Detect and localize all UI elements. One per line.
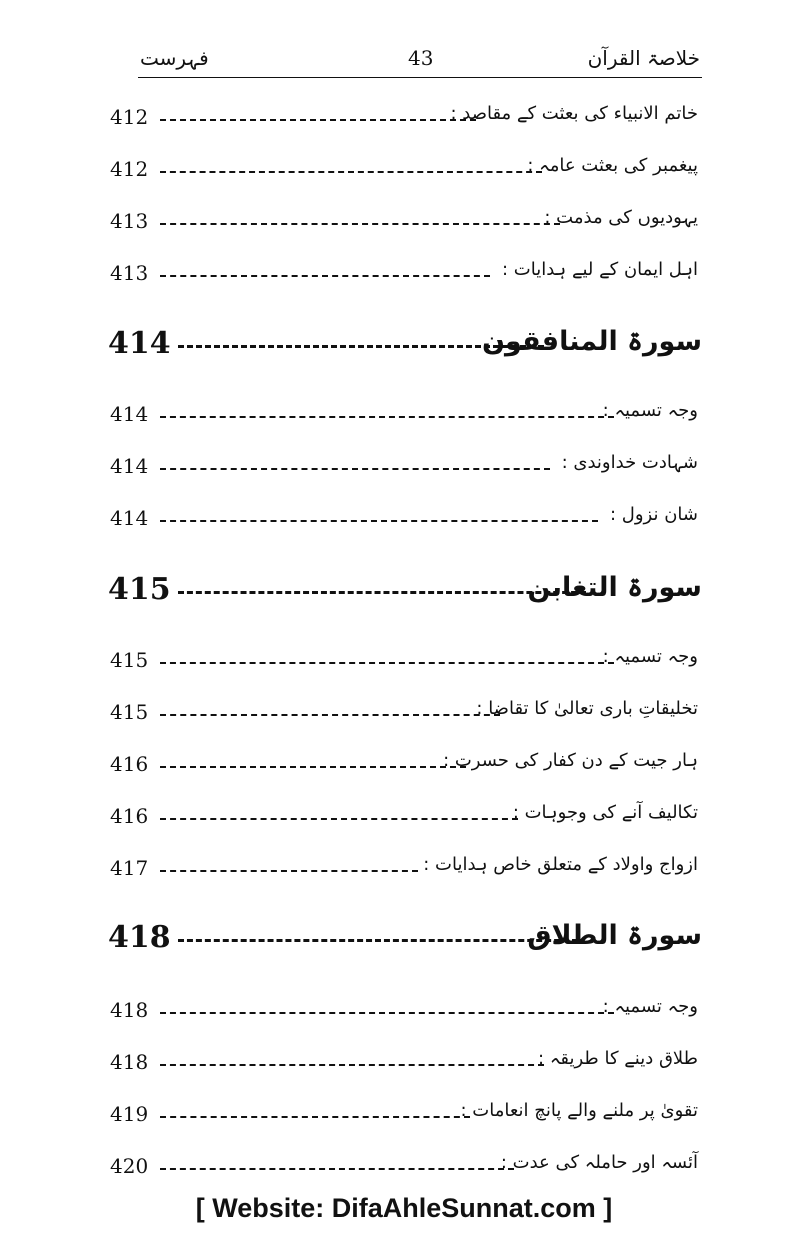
toc-page-number: 416 bbox=[110, 804, 149, 828]
surah-heading bbox=[108, 918, 702, 962]
leader-dashes bbox=[160, 468, 550, 470]
book-title: خلاصۃ القرآن bbox=[587, 46, 700, 70]
toc-entry bbox=[108, 644, 698, 676]
leader-dashes bbox=[160, 1116, 470, 1118]
page-number: 43 bbox=[408, 46, 434, 70]
toc-label: شان نزول : bbox=[609, 504, 698, 525]
toc-page-number: 414 bbox=[110, 506, 149, 530]
toc-page-number: 413 bbox=[110, 209, 149, 233]
surah-page-number: 415 bbox=[108, 572, 171, 607]
toc-entry bbox=[108, 502, 698, 534]
toc-page-number: 412 bbox=[110, 105, 149, 129]
toc-page-number: 417 bbox=[110, 856, 149, 880]
toc-entry bbox=[108, 1150, 698, 1182]
toc-entry bbox=[108, 1098, 698, 1130]
toc-page-number: 418 bbox=[110, 1050, 149, 1074]
surah-title: سورۃ التغابن bbox=[527, 572, 702, 603]
toc-label: ازواج واولاد کے متعلق خاص ہدایات : bbox=[423, 854, 698, 875]
toc-label: وجہ تسمیہ : bbox=[602, 646, 698, 667]
toc-entry bbox=[108, 748, 698, 780]
toc-label: خاتم الانبیاء کی بعثت کے مقاصد : bbox=[450, 103, 698, 124]
toc-entry bbox=[108, 398, 698, 430]
section-title: فہرست bbox=[140, 46, 209, 70]
header-rule bbox=[138, 77, 702, 78]
toc-entry bbox=[108, 800, 698, 832]
toc-page-number: 418 bbox=[110, 998, 149, 1022]
surah-heading bbox=[108, 570, 702, 614]
toc-label: اہل ایمان کے لیے ہدایات : bbox=[502, 259, 698, 280]
leader-dashes bbox=[160, 766, 466, 768]
toc-page-number: 414 bbox=[110, 454, 149, 478]
leader-dashes bbox=[178, 939, 578, 942]
website-footer: [ Website: DifaAhleSunnat.com ] bbox=[195, 1193, 613, 1223]
toc-label: آئسہ اور حاملہ کی عدت : bbox=[500, 1152, 698, 1173]
surah-page-number: 418 bbox=[108, 920, 171, 955]
toc-label: وجہ تسمیہ : bbox=[602, 996, 698, 1017]
leader-dashes bbox=[178, 591, 586, 594]
toc-label: تقویٰ پر ملنے والے پانچ انعامات : bbox=[460, 1100, 698, 1121]
leader-dashes bbox=[160, 714, 500, 716]
leader-dashes bbox=[160, 1064, 544, 1066]
toc-entry bbox=[108, 994, 698, 1026]
toc-label: ہار جیت کے دن کفار کی حسرت : bbox=[443, 750, 698, 771]
toc-page-number: 413 bbox=[110, 261, 149, 285]
leader-dashes bbox=[160, 1168, 514, 1170]
leader-dashes bbox=[160, 119, 476, 121]
toc-page-number: 420 bbox=[110, 1154, 149, 1178]
surah-heading bbox=[108, 324, 702, 368]
surah-page-number: 414 bbox=[108, 326, 171, 361]
toc-page-number: 415 bbox=[110, 648, 149, 672]
leader-dashes bbox=[160, 275, 490, 277]
leader-dashes bbox=[160, 223, 560, 225]
page-header bbox=[138, 44, 702, 78]
toc-label: یہودیوں کی مذمت : bbox=[544, 207, 698, 228]
toc-page-number: 414 bbox=[110, 402, 149, 426]
toc-page-number: 412 bbox=[110, 157, 149, 181]
toc-entry bbox=[108, 1046, 698, 1078]
toc-entry bbox=[108, 101, 698, 133]
leader-dashes bbox=[160, 870, 418, 872]
leader-dashes bbox=[160, 818, 518, 820]
toc-entry bbox=[108, 852, 698, 884]
toc-entry bbox=[108, 257, 698, 289]
toc-label: پیغمبر کی بعثت عامہ : bbox=[527, 155, 698, 176]
toc-page-number: 416 bbox=[110, 752, 149, 776]
leader-dashes bbox=[160, 416, 614, 418]
leader-dashes bbox=[160, 520, 598, 522]
leader-dashes bbox=[160, 171, 542, 173]
surah-title: سورۃ الطلاق bbox=[527, 920, 702, 951]
toc-entry bbox=[108, 205, 698, 237]
toc-entry bbox=[108, 153, 698, 185]
toc-label: تخلیقاتِ باری تعالیٰ کا تقاضا : bbox=[476, 698, 698, 719]
leader-dashes bbox=[160, 662, 614, 664]
toc-label: وجہ تسمیہ : bbox=[602, 400, 698, 421]
surah-title: سورۃ المنافقون bbox=[482, 326, 702, 357]
leader-dashes bbox=[160, 1012, 614, 1014]
toc-page-number: 419 bbox=[110, 1102, 149, 1126]
toc-entry bbox=[108, 696, 698, 728]
toc-entry bbox=[108, 450, 698, 482]
toc-label: تکالیف آنے کی وجوہات : bbox=[512, 802, 698, 823]
toc-label: شہادت خداوندی : bbox=[561, 452, 698, 473]
toc-page-number: 415 bbox=[110, 700, 149, 724]
toc-label: طلاق دینے کا طریقہ : bbox=[538, 1048, 698, 1069]
